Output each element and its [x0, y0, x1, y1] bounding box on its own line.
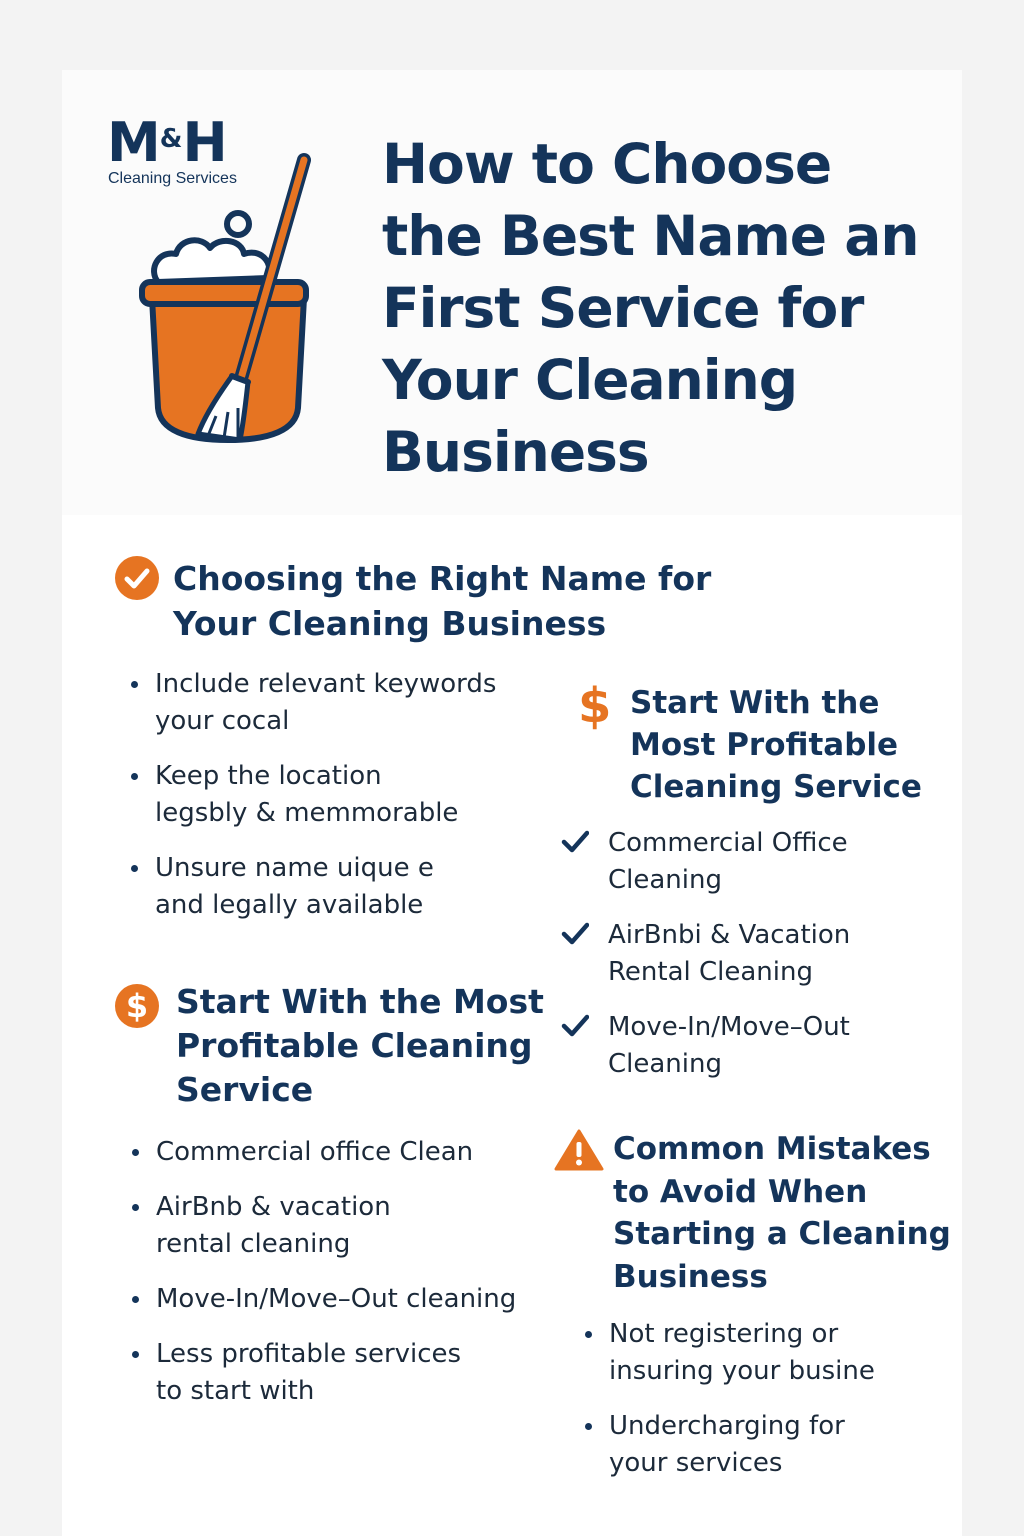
- mistakes-list: [585, 1316, 935, 1482]
- warning-triangle-icon: [554, 1128, 604, 1172]
- list-item: Commercial Office Cleaning: [561, 825, 921, 899]
- section-heading-mistakes: Common Mistakes to Avoid When Starting a Cleaning Business: [613, 1131, 951, 1295]
- check-icon: [561, 1011, 589, 1039]
- section-heading-name: Choosing the Right Name for Your Cleaning Business: [173, 559, 712, 643]
- page-title: How to Choose the Best Name an First Service for Your Cleaning Business: [382, 132, 919, 484]
- section-heading-service-left: Start With the Most Profitable Cleaning Service: [176, 982, 544, 1109]
- list-item: AirBnb & vacation rental cleaning: [132, 1189, 552, 1263]
- list-item: Keep the location legsbly & memmorable: [131, 758, 531, 832]
- check-icon: [561, 827, 589, 855]
- list-item: Commercial office Clean: [132, 1134, 552, 1171]
- logo-subtitle: Cleaning Services: [108, 170, 237, 187]
- list-item: Not registering or insuring your busine: [585, 1316, 935, 1390]
- list-item: Unsure name uique e and legally available: [131, 850, 531, 924]
- dollar-icon: $: [578, 678, 612, 734]
- section-heading-service-right: Start With the Most Profitable Cleaning Service: [630, 685, 922, 805]
- list-item: Move-In/Move–Out Cleaning: [561, 1009, 921, 1083]
- service-list-left: [132, 1134, 552, 1410]
- list-item: Move-In/Move–Out cleaning: [132, 1281, 552, 1318]
- name-tips-list: [131, 666, 531, 924]
- dollar-icon: $: [115, 984, 159, 1028]
- logo: M&H: [107, 111, 227, 174]
- service-list-right: [561, 825, 921, 1083]
- check-icon: [561, 919, 589, 947]
- list-item: AirBnbi & Vacation Rental Cleaning: [561, 917, 921, 991]
- list-item: Less profitable services to start with: [132, 1336, 552, 1410]
- bucket-mop-icon: [128, 150, 328, 450]
- list-item: Include relevant keywords your cocal: [131, 666, 531, 740]
- checkmark-circle-icon: [115, 556, 159, 600]
- list-item: Undercharging for your services: [585, 1408, 935, 1482]
